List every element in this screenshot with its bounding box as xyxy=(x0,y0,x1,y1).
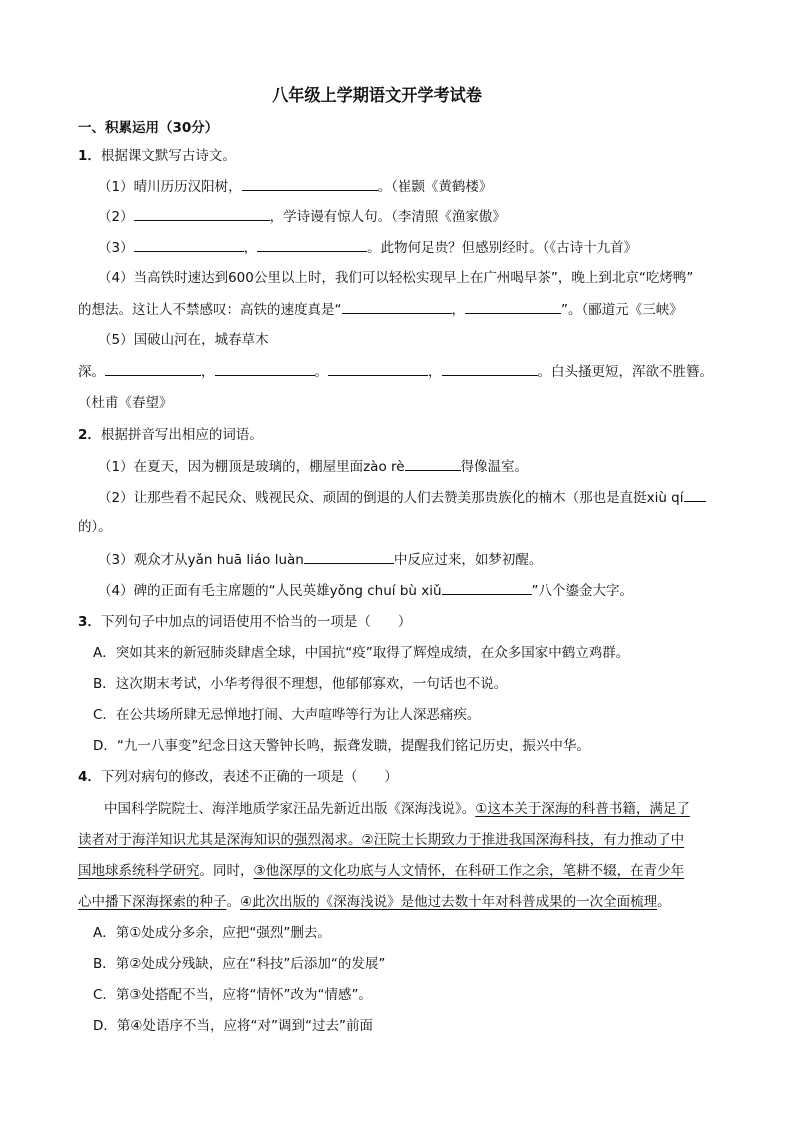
q2-item-1: （1）在夏天，因为棚顶是玻璃的，棚屋里面zào rè 得像温室。 xyxy=(98,456,528,477)
q3-option-d[interactable]: D．“九一八事变”纪念日这天警钟长鸣，振聋发聩，提醒我们铭记历史，振兴中华。 xyxy=(93,738,590,754)
answer-blank[interactable] xyxy=(215,361,315,376)
page-title: 八年级上学期语文开学考试卷 xyxy=(272,86,482,106)
answer-blank[interactable] xyxy=(328,361,428,376)
q4-option-a[interactable]: A．第①处成分多余，应把“强烈”删去。 xyxy=(93,925,331,941)
answer-blank[interactable] xyxy=(257,237,367,252)
answer-blank[interactable] xyxy=(134,206,270,221)
answer-blank[interactable] xyxy=(442,361,538,376)
q4-option-d[interactable]: D．第④处语序不当，应将“对”调到“过去”前面 xyxy=(93,1018,373,1034)
q2-item-2-line2: 的）。 xyxy=(78,519,112,535)
q1-item-3: （3） ， 。此物何足贵？但感别经时。（《古诗十九首》 xyxy=(98,237,637,258)
q1-item-4-line2: 的想法。这让人不禁感叹：高铁的速度真是“ ， ”。（郦道元《三峡》 xyxy=(78,299,683,320)
q3-option-b[interactable]: B．这次期末考试，小华考得很不理想，他郁郁寡欢，一句话也不说。 xyxy=(93,676,508,692)
question-1-stem: 1．根据课文默写古诗文。 xyxy=(78,148,236,164)
q4-option-b[interactable]: B．第②处成分残缺，应在“科技”后添加“的发展” xyxy=(93,956,386,972)
answer-blank[interactable] xyxy=(242,176,378,191)
q4-passage-line1: 中国科学院院士、海洋地质学家汪品先新近出版《深海浅说》。①这本关于深海的科普书籍，满足了 xyxy=(104,801,690,817)
answer-blank[interactable] xyxy=(342,299,452,314)
q1-item-1: （1）晴川历历汉阳树， 。（崔颢《黄鹤楼》 xyxy=(98,176,492,197)
section-heading: 一、积累运用（30分） xyxy=(78,120,219,136)
q4-option-c[interactable]: C．第③处搭配不当，应将“情怀”改为“情感”。 xyxy=(93,987,373,1003)
answer-blank[interactable] xyxy=(405,456,461,471)
answer-blank[interactable] xyxy=(134,237,244,252)
question-3-stem: 3．下列句子中加点的词语使用不恰当的一项是（ ） xyxy=(78,614,412,630)
q4-passage-line4: 心中播下深海探索的种子。④此次出版的《深海浅说》是他过去数十年对科普成果的一次全面梳理。 xyxy=(78,894,671,910)
question-2-stem: 2．根据拼音写出相应的词语。 xyxy=(78,427,263,443)
q1-item-5-line2: 深。 ， 。 ， 。白头搔更短，浑欲不胜簪。 xyxy=(78,361,713,382)
q2-item-3: （3）观众才从yǎn huā liáo luàn 中反应过来，如梦初醒。 xyxy=(98,549,542,570)
q4-passage-line2: 读者对于海洋知识尤其是深海知识的强烈渴求。②汪院士长期致力于推进我国深海科技，有力推动了中 xyxy=(78,832,685,848)
q3-option-a[interactable]: A．突如其来的新冠肺炎肆虐全球，中国抗“疫”取得了辉煌成绩，在众多国家中鹤立鸡群。 xyxy=(93,645,630,661)
q1-item-4-line1: （4）当高铁时速达到600公里以上时，我们可以轻松实现早上在广州喝早茶”，晚上到北京“吃烤鸭” xyxy=(98,270,694,286)
answer-blank[interactable] xyxy=(684,487,706,502)
question-4-stem: 4．下列对病句的修改，表述不正确的一项是（ ） xyxy=(78,769,398,785)
q1-item-5-line1: （5）国破山河在，城春草木 xyxy=(98,332,269,348)
answer-blank[interactable] xyxy=(465,299,561,314)
q2-item-4: （4）碑的正面有毛主席题的“人民英雄yǒng chuí bù xiǔ ”八个鎏金大字。 xyxy=(98,580,633,601)
q1-item-5-source: （杜甫《春望》 xyxy=(78,395,173,411)
answer-blank[interactable] xyxy=(442,580,532,595)
q2-item-2-line1: （2）让那些看不起民众、贱视民众、顽固的倒退的人们去赞美那贵族化的楠木（那也是直挺xiù qí xyxy=(98,487,706,508)
answer-blank[interactable] xyxy=(304,549,394,564)
q4-passage-line3: 国地球系统科学研究。同时，③他深厚的文化功底与人文情怀，在科研工作之余，笔耕不辍，在青少年 xyxy=(78,863,685,879)
q3-option-c[interactable]: C．在公共场所肆无忌惮地打闹、大声喧哗等行为让人深恶痛疾。 xyxy=(93,707,481,723)
q1-item-2: （2） ，学诗谩有惊人句。（李清照《渔家傲》 xyxy=(98,206,506,227)
answer-blank[interactable] xyxy=(105,361,201,376)
